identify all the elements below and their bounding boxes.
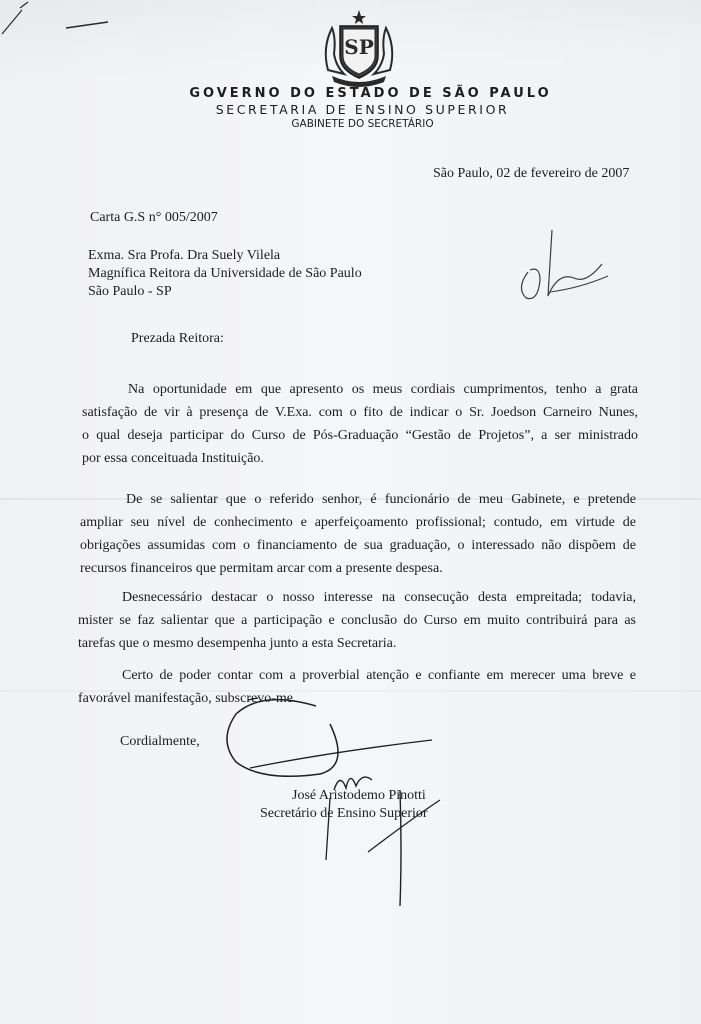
signatory-name: José Aristodemo Pinotti xyxy=(292,788,426,803)
salutation: Prezada Reitora: xyxy=(131,331,224,346)
body-paragraph-4 xyxy=(78,664,636,710)
paragraph-line: o qual deseja participar do Curso de Pós-Graduação “Gestão de Projetos”, a ser ministrado xyxy=(82,428,638,443)
handwritten-ok-mark xyxy=(510,222,620,308)
seal-monogram: SP xyxy=(344,35,374,59)
paragraph-line: recursos financeiros que permitam arcar com a presente despesa. xyxy=(80,561,443,576)
recipient-location: São Paulo - SP xyxy=(88,284,172,299)
paragraph-line: Na oportunidade em que apresento os meus cordiais cumprimentos, tenho a grata xyxy=(128,382,638,397)
letter-date: São Paulo, 02 de fevereiro de 2007 xyxy=(433,166,630,181)
paragraph-line: mister se faz salientar que a participação e conclusão do Curso em muito contribuirá para as xyxy=(78,613,636,628)
closing: Cordialmente, xyxy=(120,734,200,749)
letterhead-office: GABINETE DO SECRETÁRIO xyxy=(291,118,434,130)
paragraph-line: De se salientar que o referido senhor, é funcionário de meu Gabinete, e pretende xyxy=(126,492,636,507)
letterhead-secretariat: SECRETARIA DE ENSINO SUPERIOR xyxy=(215,102,510,117)
sao-paulo-coat-of-arms-icon xyxy=(318,8,400,88)
body-paragraph-2 xyxy=(80,488,636,580)
paragraph-line: Certo de poder contar com a proverbial atenção e confiante em merecer uma breve e xyxy=(122,668,636,683)
letter-reference: Carta G.S n° 005/2007 xyxy=(90,210,218,225)
body-paragraph-3 xyxy=(78,586,636,655)
recipient-name: Exma. Sra Profa. Dra Suely Vilela xyxy=(88,248,281,263)
paragraph-line: favorável manifestação, subscrevo-me. xyxy=(78,691,297,706)
paragraph-line: ampliar seu nível de conhecimento e aperfeiçoamento profissional; contudo, em virtude de xyxy=(80,515,636,530)
paragraph-line: satisfação de vir à presença de V.Exa. com o fito de indicar o Sr. Joedson Carneiro Nunes, xyxy=(82,405,638,420)
signatory-title: Secretário de Ensino Superior xyxy=(260,806,428,821)
paragraph-line: obrigações assumidas com o financiamento de sua graduação, o interessado não dispõem de xyxy=(80,538,636,553)
corner-scribble xyxy=(0,0,120,40)
letterhead-government: GOVERNO DO ESTADO DE SÃO PAULO xyxy=(189,86,552,101)
paragraph-line: por essa conceituada Instituição. xyxy=(82,451,264,466)
recipient-title: Magnífica Reitora da Universidade de São Paulo xyxy=(88,266,362,281)
paragraph-line: Desnecessário destacar o nosso interesse na consecução desta empreitada; todavia, xyxy=(122,590,636,605)
body-paragraph-1 xyxy=(82,378,638,470)
paragraph-line: tarefas que o mesmo desempenha junto a esta Secretaria. xyxy=(78,636,397,651)
